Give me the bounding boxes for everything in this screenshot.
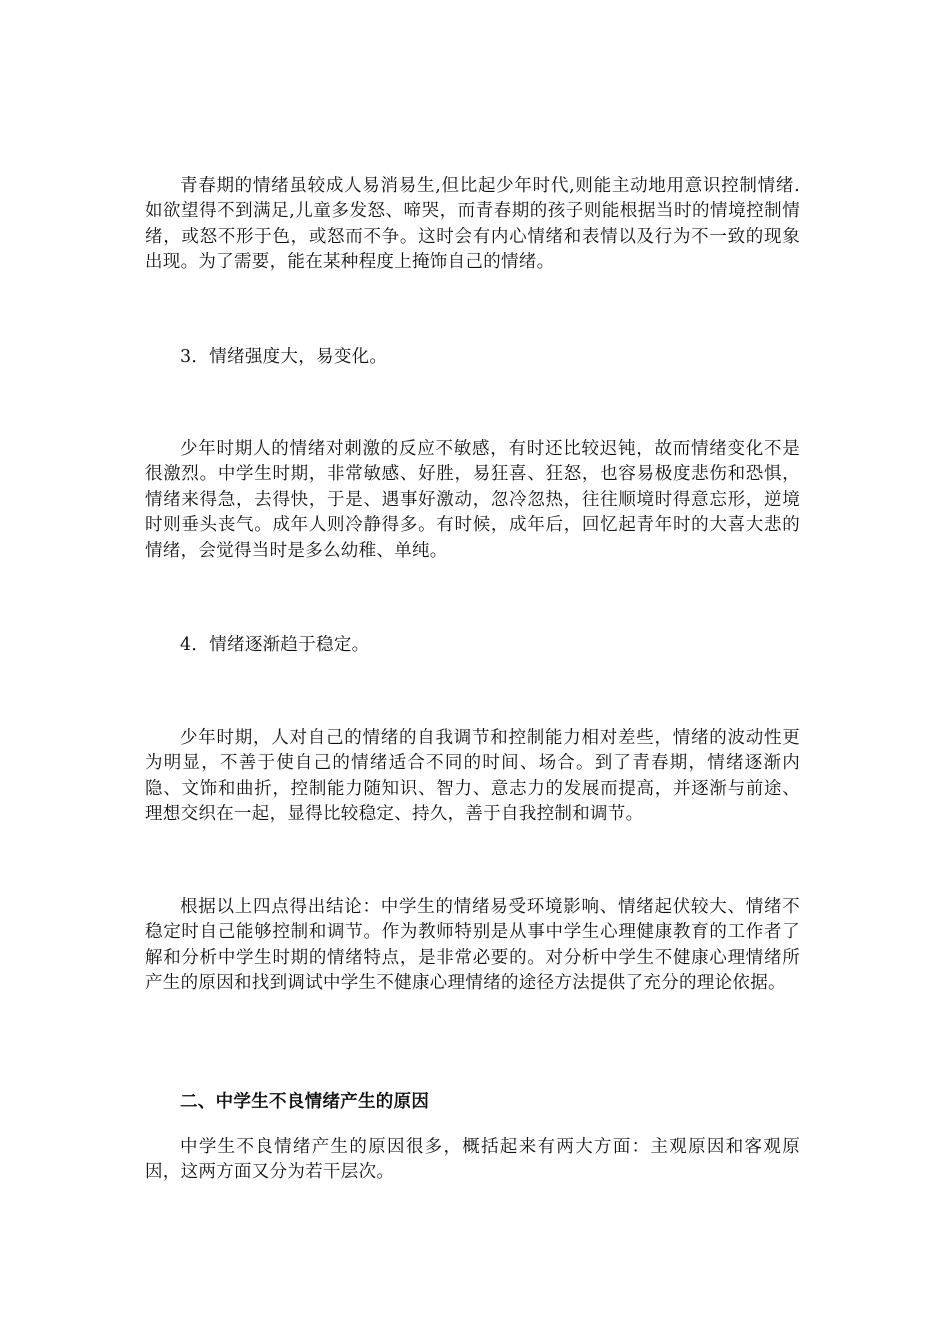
subheading-emotion-intensity: 3．情绪强度大，易变化。 bbox=[180, 347, 388, 367]
paragraph-causes-overview: 中学生不良情绪产生的原因很多，概括起来有两大方面：主观原因和客观原因，这两方面又分为若干层次。 bbox=[145, 1137, 800, 1183]
subheading-emotion-stability: 4．情绪逐渐趋于稳定。 bbox=[180, 635, 370, 655]
section-heading-causes: 二、中学生不良情绪产生的原因 bbox=[180, 1092, 430, 1112]
paragraph-emotion-stability: 少年时期，人对自己的情绪的自我调节和控制能力相对差些，情绪的波动性更为明显，不善于使自己的情绪适合不同的时间、场合。到了青春期，情绪逐渐内隐、文饰和曲折，控制能力随知识、智力、意志力的发展而提高，并逐渐与前途、理想交织在一起，显得比较稳定、持久，善于自我控制和调节。 bbox=[145, 728, 800, 825]
paragraph-emotion-intensity: 少年时期人的情绪对刺激的反应不敏感，有时还比较迟钝，故而情绪变化不是很激烈。中学生时期，非常敏感、好胜，易狂喜、狂怒，也容易极度悲伤和恐惧，情绪来得急，去得快，于是、遇事好激动，忽冷忽热，往往顺境时得意忘形，逆境时则垂头丧气。成年人则冷静得多。有时候，成年后，回忆起青年时的大喜大悲的情绪，会觉得当时是多么幼稚、单纯。 bbox=[145, 439, 800, 561]
paragraph-adolescent-emotion-control: 青春期的情绪虽较成人易消易生,但比起少年时代,则能主动地用意识控制情绪.如欲望得不到满足,儿童多发怒、啼哭，而青春期的孩子则能根据当时的情境控制情绪，或怒不形于色，或怒而不争。这时会有内心情绪和表情以及行为不一致的现象出现。为了需要，能在某种程度上掩饰自己的情绪。 bbox=[145, 176, 800, 273]
paragraph-conclusion: 根据以上四点得出结论：中学生的情绪易受环境影响、情绪起伏较大、情绪不稳定时自己能够控制和调节。作为教师特别是从事中学生心理健康教育的工作者了解和分析中学生时期的情绪特点，是非常必要的。对分析中学生不健康心理情绪所产生的原因和找到调试中学生不健康心理情绪的途径方法提供了充分的理论依据。 bbox=[145, 897, 800, 994]
